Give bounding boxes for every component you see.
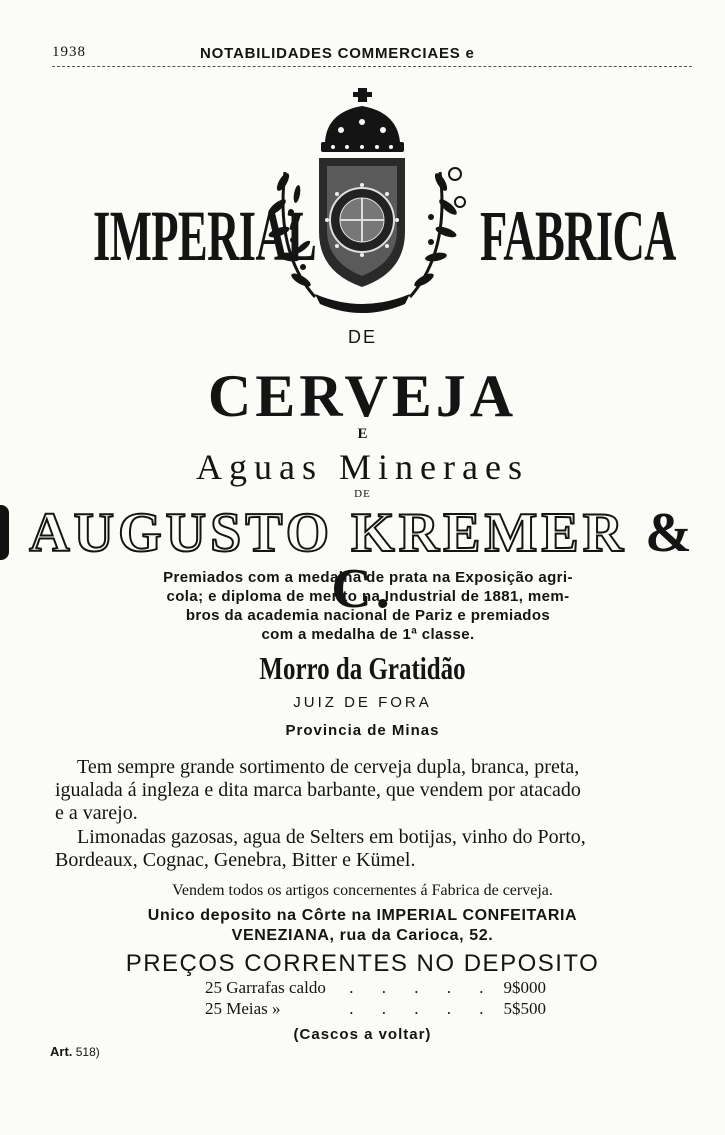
body-line: Limonadas gazosas, agua de Selters em botijas, vinho do Porto, (77, 826, 586, 848)
firm-name-main: AUGUSTO KREMER (29, 502, 628, 564)
header-rule (52, 66, 692, 67)
price-dots: . . . . . (349, 999, 496, 1018)
location-place: Morro da Gratidão (259, 650, 466, 686)
title-aguas-mineraes: Aguas Mineraes (196, 447, 529, 487)
running-title: NOTABILIDADES COMMERCIAES e (200, 45, 475, 62)
vendem-line: Vendem todos os artigos concernentes á Fabrica de cerveja. (172, 882, 553, 899)
prices-note: (Cascos a voltar) (293, 1026, 432, 1043)
awards-line: com a medalha de 1ª classe. (261, 626, 475, 643)
awards-text (48, 568, 688, 644)
body-line: Bordeaux, Cognac, Genebra, Bitter e Kümel. (55, 849, 416, 871)
title-e: E (357, 426, 368, 442)
body-line: e a varejo. (55, 802, 138, 824)
page-number: 1938 (52, 44, 86, 60)
body-line: Tem sempre grande sortimento de cerveja dupla, branca, preta, (77, 756, 580, 778)
prices-title: PREÇOS CORRENTES NO DEPOSITO (125, 950, 600, 977)
firm-name-suffix: & C. (331, 502, 696, 620)
body-paragraph-cerveja (55, 756, 695, 825)
awards-line: cola; e diploma de merito na Industrial de 1881, mem- (166, 588, 570, 605)
price-row (205, 978, 546, 998)
body-line: igualada á ingleza e dita marca barbante, que vendem por atacado (55, 779, 581, 801)
title-de-small: DE (354, 488, 371, 500)
footnote-prefix: Art. (50, 1044, 73, 1059)
price-dots: . . . . . (349, 978, 496, 997)
title-de: DE (347, 327, 377, 347)
title-cerveja: CERVEJA (207, 363, 518, 429)
location-province: Provincia de Minas (285, 722, 440, 739)
awards-line: bros da academia nacional de Pariz e premiados (185, 607, 551, 624)
price-value: 5$500 (503, 999, 546, 1018)
page-edge-mark (0, 505, 9, 560)
price-value: 9$000 (503, 978, 546, 997)
deposit-line: Unico deposito na Côrte na IMPERIAL CONFEITARIA (147, 907, 578, 924)
price-item: 25 Meias » (205, 999, 281, 1018)
location-city: JUIZ DE FORA (293, 694, 432, 711)
awards-line: Premiados com a medalha de prata na Exposição agri- (163, 569, 573, 586)
deposit-line: VENEZIANA, rua da Carioca, 52. (231, 927, 494, 944)
title-word-imperial: IMPERIAL (93, 196, 317, 276)
footnote (50, 1044, 100, 1059)
title-word-fabrica: FABRICA (480, 196, 676, 276)
deposit-address (0, 906, 725, 946)
body-paragraph-limonadas (55, 826, 695, 872)
price-item: 25 Garrafas caldo (205, 978, 326, 997)
footnote-number: 518) (75, 1045, 100, 1059)
price-row (205, 999, 546, 1019)
